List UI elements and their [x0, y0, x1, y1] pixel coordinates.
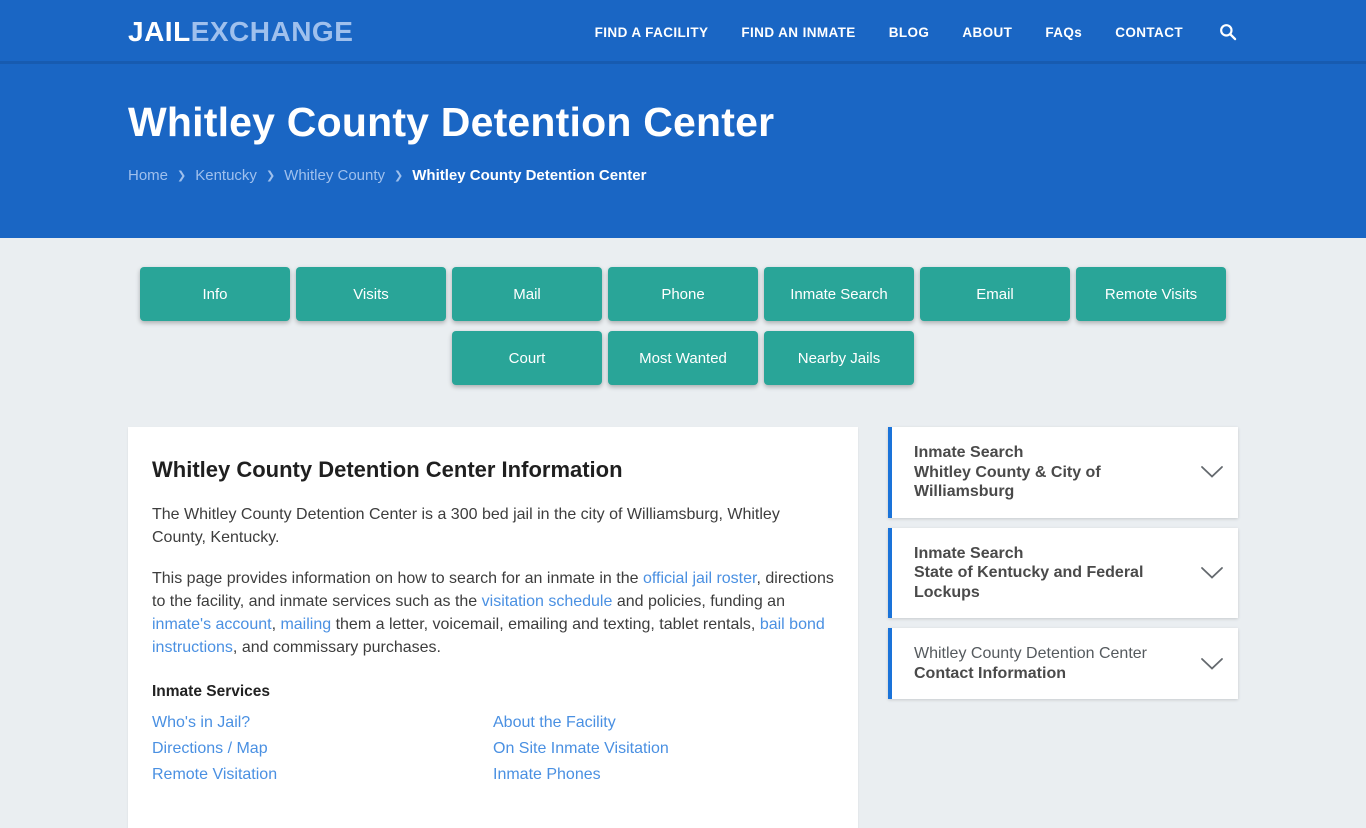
sidebar-accordion-inmate-search-county[interactable]	[888, 427, 1238, 518]
accordion-line2: Contact Information	[914, 664, 1066, 682]
search-icon[interactable]	[1218, 22, 1238, 42]
action-button-court[interactable]: Court	[452, 331, 602, 385]
inmate-services-heading: Inmate Services	[152, 683, 271, 701]
action-button-visits[interactable]: Visits	[296, 267, 446, 321]
breadcrumb	[128, 167, 1238, 184]
paragraph-text: This page provides information on how to search for an inmate in the	[152, 570, 643, 588]
logo-text-jail: JAIL	[128, 16, 191, 47]
inmate-services-links	[152, 710, 834, 788]
accordion-label	[914, 644, 1147, 683]
action-button-email[interactable]: Email	[920, 267, 1070, 321]
hero-banner	[0, 64, 1366, 238]
nav-item-faqs[interactable]: FAQs	[1045, 24, 1083, 40]
breadcrumb-link-whitley-county[interactable]: Whitley County	[284, 167, 386, 185]
accordion-line2: Whitley County & City of Williamsburg	[914, 463, 1101, 500]
service-link-directions-map[interactable]: Directions / Map	[152, 740, 268, 758]
accordion-line1: Inmate Search	[914, 444, 1024, 461]
breadcrumb-separator: ❯	[265, 170, 276, 183]
accordion-line1: Whitley County Detention Center	[914, 645, 1147, 662]
action-button-row-1	[0, 267, 1366, 321]
paragraph-text: and policies, funding an	[612, 593, 785, 611]
chevron-down-icon	[1200, 566, 1224, 580]
accordion-label	[914, 443, 1192, 502]
accordion-label	[914, 544, 1192, 603]
site-logo[interactable]	[128, 16, 353, 48]
services-column-2	[493, 710, 669, 788]
paragraph-text: ,	[271, 616, 281, 634]
chevron-down-icon	[1200, 657, 1224, 671]
nav-item-contact[interactable]: CONTACT	[1115, 24, 1183, 40]
accordion-line1: Inmate Search	[914, 544, 1024, 562]
inline-link[interactable]: inmate's account	[152, 616, 272, 634]
action-button-remote-visits[interactable]: Remote Visits	[1076, 267, 1226, 321]
top-navbar	[0, 0, 1366, 64]
service-link-remote-visitation[interactable]: Remote Visitation	[152, 766, 278, 784]
inline-link[interactable]: mailing	[280, 616, 332, 634]
service-link-about-the-facility[interactable]: About the Facility	[493, 714, 616, 732]
breadcrumb-separator: ❯	[394, 170, 404, 183]
breadcrumb-link-home[interactable]: Home	[128, 167, 169, 185]
service-link-on-site-inmate-visitation[interactable]: On Site Inmate Visitation	[493, 740, 669, 758]
inline-link[interactable]: bail bond instructions	[152, 616, 825, 657]
paragraph-text: , directions to the facility, and inmate services such as the	[152, 570, 834, 611]
logo-text-exchange: EXCHANGE	[190, 16, 354, 47]
nav-item-find-an-inmate[interactable]: FIND AN INMATE	[741, 24, 856, 40]
action-button-phone[interactable]: Phone	[608, 267, 758, 321]
section-heading: Whitley County Detention Center Information	[152, 457, 623, 482]
action-button-info[interactable]: Info	[140, 267, 290, 321]
sidebar-accordion-inmate-search-state[interactable]	[888, 528, 1238, 619]
paragraph-text: them a letter, voicemail, emailing and texting, tablet rentals,	[331, 616, 760, 634]
sidebar-accordion-contact-information[interactable]	[888, 628, 1238, 699]
breadcrumb-link-kentucky[interactable]: Kentucky	[195, 167, 257, 185]
sidebar	[888, 427, 1238, 699]
nav-item-find-a-facility[interactable]: FIND A FACILITY	[594, 24, 709, 40]
chevron-down-icon	[1200, 465, 1224, 479]
nav-item-about[interactable]: ABOUT	[962, 24, 1013, 40]
description-paragraph	[152, 567, 834, 659]
accordion-line2: State of Kentucky and Federal Lockups	[914, 564, 1144, 601]
action-button-most-wanted[interactable]: Most Wanted	[608, 331, 758, 385]
action-button-row-2	[0, 331, 1366, 385]
page-title: Whitley County Detention Center	[128, 99, 775, 145]
action-button-nearby-jails[interactable]: Nearby Jails	[764, 331, 914, 385]
inline-link[interactable]: visitation schedule	[481, 593, 613, 611]
service-link-inmate-phones[interactable]: Inmate Phones	[493, 766, 601, 784]
service-link-whos-in-jail[interactable]: Who's in Jail?	[152, 714, 251, 732]
breadcrumb-separator: ❯	[177, 170, 187, 183]
action-button-inmate-search[interactable]: Inmate Search	[764, 267, 914, 321]
intro-paragraph: The Whitley County Detention Center is a 300 bed jail in the city of Williamsburg, Whitley County, Kentucky.	[152, 506, 780, 547]
inline-link[interactable]: official jail roster	[642, 570, 757, 588]
services-column-1	[152, 710, 493, 788]
action-button-mail[interactable]: Mail	[452, 267, 602, 321]
nav-item-blog[interactable]: BLOG	[888, 24, 930, 40]
breadcrumb-current-page: Whitley County Detention Center	[412, 167, 647, 185]
paragraph-text: , and commissary purchases.	[232, 639, 441, 657]
main-nav	[595, 22, 1238, 42]
facility-action-buttons	[0, 238, 1366, 385]
